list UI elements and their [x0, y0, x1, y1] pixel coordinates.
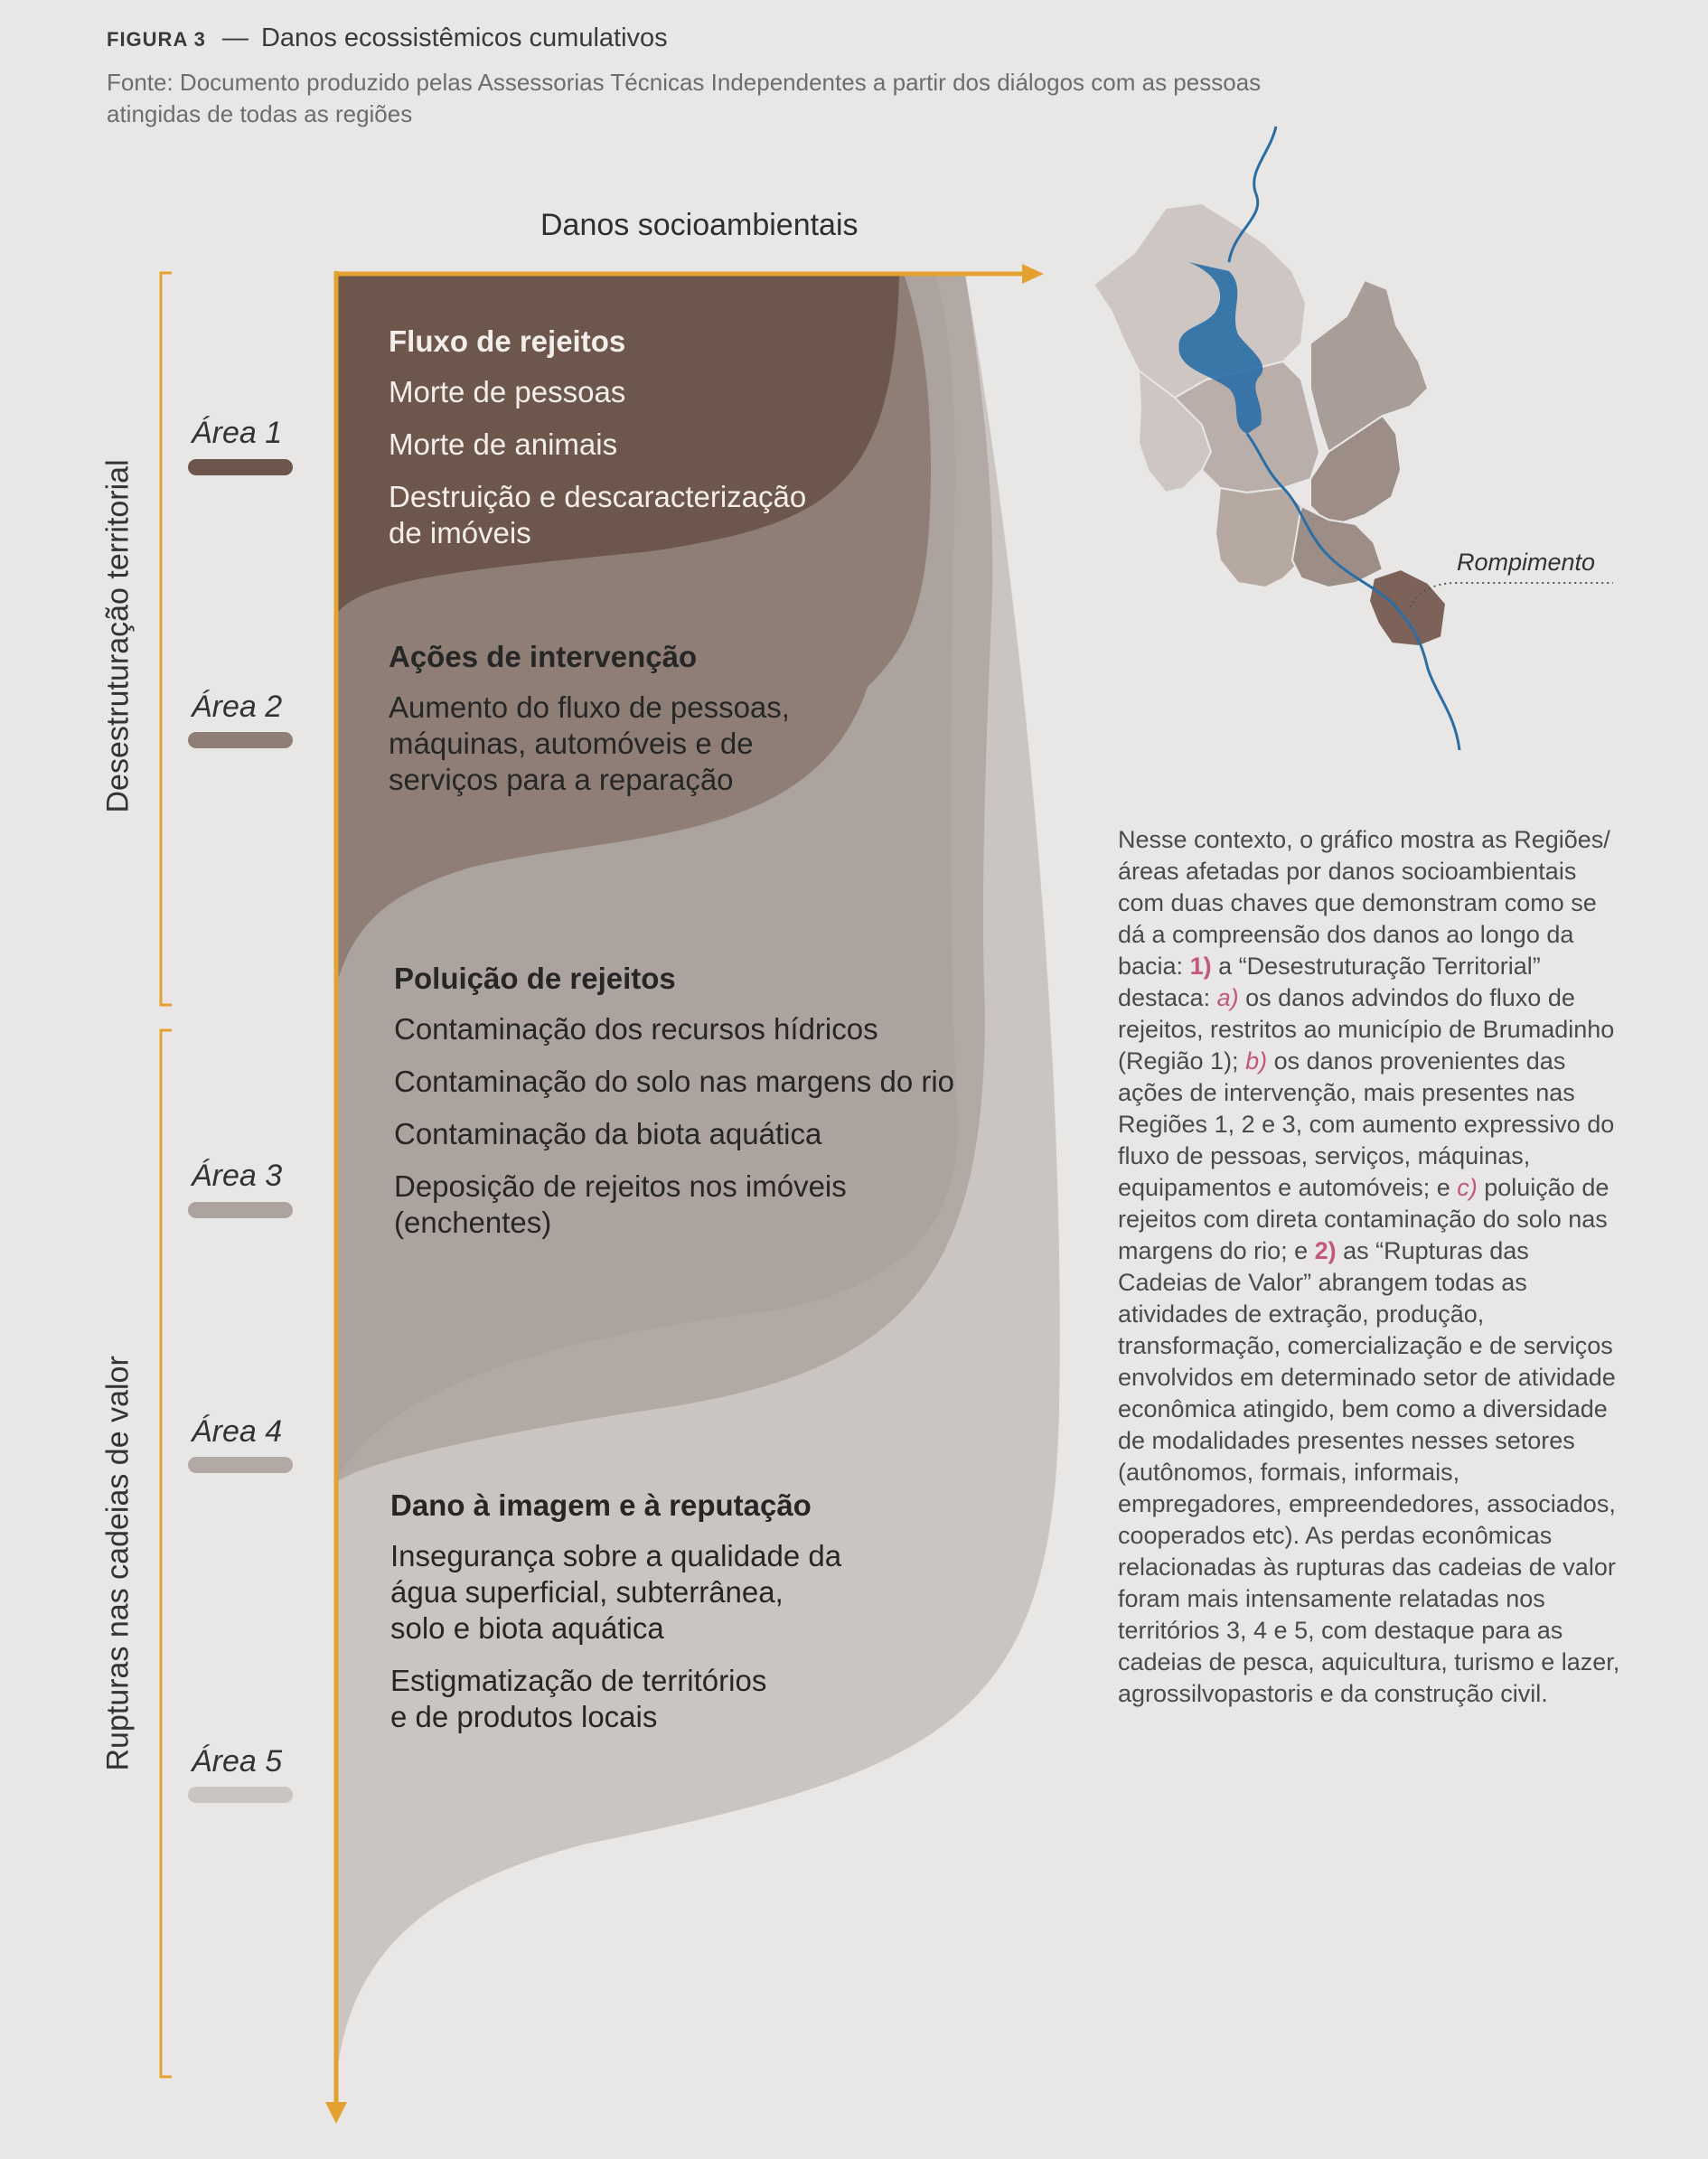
figure-label: FIGURA 3	[107, 28, 206, 51]
area-3-label: Área 3	[192, 1159, 283, 1193]
figure-source: Fonte: Documento produzido pelas Assessorias Técnicas Independentes a partir dos diálogos com as pessoas atingidas de todas as regiões	[107, 69, 1262, 127]
damage-item: Morte de pessoas	[389, 375, 626, 408]
damage-item: Estigmatização de territórios e de produtos locais	[390, 1664, 767, 1733]
context-text: os danos provenientes das ações de intervenção, mais presentes nas Regiões 1, 2 e 3, com aumento expressivo do fluxo de pessoas, serviços, máquinas, equipamentos e automóveis; e	[1118, 1047, 1615, 1201]
context-key-2: 2)	[1314, 1237, 1337, 1264]
area-2-swatch	[188, 732, 293, 748]
damage-block-intervencao	[389, 639, 813, 814]
damage-item: Contaminação da biota aquática	[394, 1117, 822, 1150]
context-text: as “Rupturas das Cadeias de Valor” abrangem todas as atividades de extração, produção, transformação, comercialização e de serviços envolvidos em determinado setor de atividade econômica atingido, bem como a diversidade de modalidades presentes nesses setores (autônomos, formais, informais, empregadores, empreendedores, associados, cooperados etc). As perdas econômicas relacionadas às rupturas das cadeias de valor foram mais intensamente relatadas nos territórios 3, 4 e 5, com destaque para as cadeias de pesca, aquicultura, turismo e lazer, agrossilvopastoris e da construção civil.	[1118, 1237, 1620, 1707]
damage-block-fluxo	[389, 324, 822, 568]
damage-block-poluicao	[394, 961, 972, 1257]
x-axis-arrowhead	[1022, 264, 1044, 284]
bracket-rupturas	[161, 1030, 172, 2077]
damage-item: Contaminação do solo nas margens do rio	[394, 1065, 955, 1098]
context-paragraph	[1118, 824, 1624, 1710]
y-axis-arrowhead	[325, 2102, 347, 2124]
damage-title: Poluição de rejeitos	[394, 962, 676, 995]
context-key-c: c)	[1457, 1174, 1478, 1201]
map-region-brumadinho	[1369, 569, 1446, 646]
group-label-desestruturacao: Desestruturação territorial	[100, 459, 136, 813]
damage-title: Fluxo de rejeitos	[389, 324, 626, 358]
area-4-label: Área 4	[192, 1414, 283, 1449]
damage-title: Ações de intervenção	[389, 640, 698, 673]
damage-item: Contaminação dos recursos hídricos	[394, 1012, 878, 1046]
x-axis-label: Danos socioambientais	[540, 208, 859, 242]
context-text: os danos advindos do fluxo de rejeitos, restritos ao município de Brumadinho (Região 1);	[1118, 984, 1615, 1075]
context-text: Nesse contexto, o gráfico mostra as Regiões/áreas afetadas por danos socioambientais com duas chaves que demonstram como se dá a compreensão dos danos ao longo da bacia:	[1118, 826, 1610, 980]
damage-item: Morte de animais	[389, 427, 618, 461]
area-2-label: Área 2	[192, 690, 283, 724]
figure-title: Danos ecossistêmicos cumulativos	[260, 23, 668, 52]
damage-item: Aumento do fluxo de pessoas, máquinas, automóveis e de serviços para a reparação	[389, 690, 790, 796]
figure-dash: —	[221, 23, 249, 52]
area-5-label: Área 5	[192, 1744, 283, 1779]
context-text: a “Desestruturação Territorial” destaca:	[1118, 953, 1541, 1011]
context-key-a: a)	[1216, 984, 1239, 1011]
area-1-swatch	[188, 459, 293, 475]
damage-block-imagem	[390, 1488, 842, 1751]
map-rupture-label: Rompimento	[1457, 549, 1596, 576]
context-key-b: b)	[1245, 1047, 1268, 1075]
context-text: poluição de rejeitos com direta contaminação do solo nas margens do rio; e	[1118, 1174, 1609, 1264]
damage-item: Insegurança sobre a qualidade da água superficial, subterrânea, solo e biota aquática	[390, 1539, 842, 1645]
context-key-1: 1)	[1189, 953, 1212, 980]
area-1-label: Área 1	[192, 416, 283, 450]
area-4-swatch	[188, 1457, 293, 1473]
group-label-rupturas: Rupturas nas cadeias de valor	[100, 1356, 136, 1771]
damage-item: Deposição de rejeitos nos imóveis (enchentes)	[394, 1169, 847, 1239]
bracket-desestruturacao	[161, 273, 172, 1005]
damage-title: Dano à imagem e à reputação	[390, 1488, 812, 1522]
area-5-swatch	[188, 1787, 293, 1803]
basin-map	[1093, 127, 1613, 750]
damage-item: Destruição e descaracterização de imóveis	[389, 480, 807, 549]
area-3-swatch	[188, 1202, 293, 1218]
